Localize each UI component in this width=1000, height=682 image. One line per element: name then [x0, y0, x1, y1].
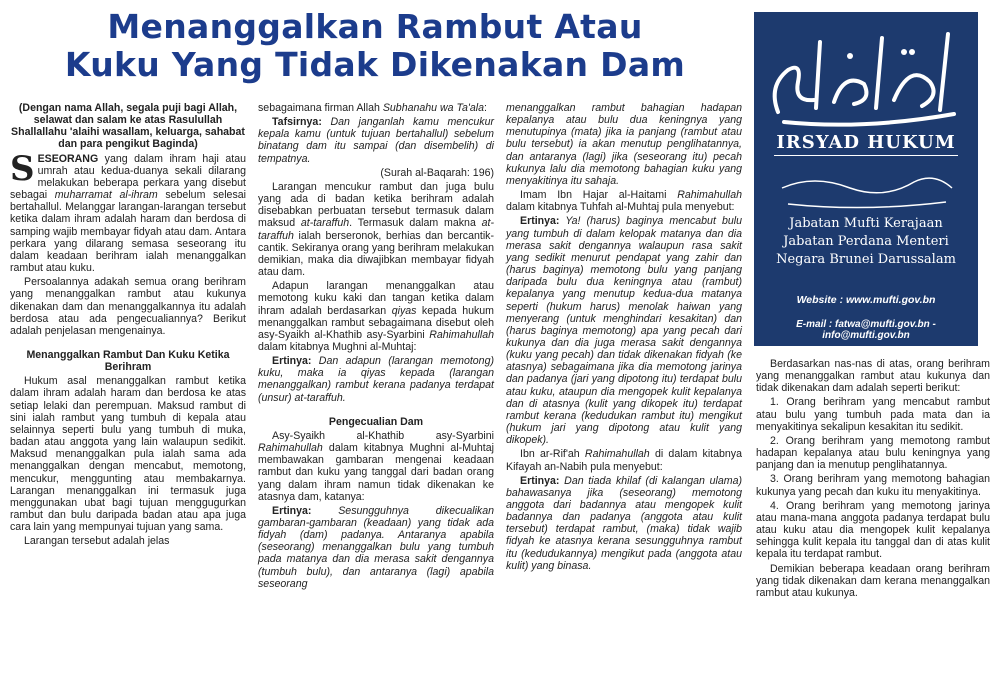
calligraphy-stroke: [775, 68, 814, 112]
ertinya-text: Dan adapun (larangan memotong) kuku, maka ia qiyas kepada (larangan menanggalkan) rambut kerana padanya terdapat (unsur) at-taraffuh.: [258, 355, 494, 404]
article-column-1: [10, 102, 246, 549]
banner-ministry: Jabatan Perdana Menteri: [783, 234, 949, 249]
ertinya-text: Ya! (harus) baginya mencabut bulu yang tumbuh di dalam kelopak matanya dan dia merasa sakit dengannya walaupun rasa sakit yang sedikit menurut pendapat yang zahir dan (harus baginya) memotong bulu yang panjang daripada bulu dua keningnya atau (rambut) kepalanya yang menutup kedua-dua matanya seperti (hukum harus) menolak haiwan yang menyerang (untuk menghindari kesakitan) dan (harus baginya memotong) apa yang pecah dari kukunya dan dia juga merasa sakit dengannya (kuku yang pecah) dan tidak dikenakan fidyah (ke atasnya) sebagaimana jika dia memotong jarinya dan padanya (jari yang dipotong itu) terdapat bulu atau kuku, ataupun dia mengopek kulit kepalanya dan di atasnya (kulit yang dikopek itu) terdapat rambut kerana (kedudukan rambut itu) mengikut (hukum jari yang dipotong atau kulit yang dikopek).: [506, 215, 742, 447]
text: sebagaimana firman Allah: [258, 102, 383, 114]
banner-country: Negara Brunei Darussalam: [776, 252, 956, 267]
paragraph: [506, 189, 742, 213]
list-item: 3. Orang berihram yang memotong bahagian kukunya yang pecah dan kuku itu menyakitinya.: [756, 473, 990, 498]
term: at-taraffuh: [300, 217, 350, 230]
tafsir-label: Tafsirnya:: [272, 116, 322, 129]
calligraphy-stroke: [834, 81, 866, 104]
quote-text: menanggalkan rambut bahagian hadapan kepalanya atau bulu dua keningnya yang menutupinya (mata) jika ia panjang (rambut atau bulu tersebut) ia akan menutup penglihatannya, dan antaranya (lagi) jika (seseorang itu) pecah kukunya lalu dia memotong bahagian kuku yang menyakitinya itu sahaja.: [506, 102, 742, 187]
ertinya-text: Sesungguhnya dikecualikan gambaran-gambaran (keadaan) yang tidak ada fidyah (dam) padanya. Antaranya apabila (seseorang) menanggalkan bulu yang tumbuh pada matanya dan dia merasa sakit dengannya (tumbuh bulu), dan antaranya (lagi) apabila seseorang: [258, 504, 494, 590]
preface: (Dengan nama Allah, segala puji bagi Allah, selawat dan salam ke atas Rasulullah Shallallahu 'alaihi wasallam, keluarga, sahabat dan para pengikut Baginda): [11, 102, 245, 151]
tafsir-quote: [258, 116, 494, 165]
article-column-4: [756, 358, 990, 601]
term: Subhanahu wa Ta'ala: [382, 102, 485, 114]
paragraph: [258, 102, 494, 114]
banner-department: Jabatan Mufti Kerajaan: [789, 216, 943, 231]
text: ialah berseronok, berhias dan bercantik-cantik. Sekiranya orang yang berihram melakukan demikian, maka dia diwajibkan membayar fidyah atau dam.: [258, 229, 494, 279]
term: qiyas: [391, 304, 417, 317]
tafsir-text: Dan janganlah kamu mencukur kepala kamu (untuk tujuan bertahallul) sebelum binatang dam itu sampai (dan disembelih) di tempatnya.: [258, 116, 494, 165]
text: dalam kitabnya Tuhfah al-Muhtaj pula menyebut:: [506, 201, 735, 214]
calligraphy-art: [775, 34, 954, 125]
article-column-3: [506, 102, 742, 574]
text: dalam kitabnya Mughni al-Muhtaj membawakan gambaran mengenai keadaan rambut dan kuku yang tanggal dari badan orang yang dalam ihram namun tidak dikenakan ke atasnya dam, katanya:: [258, 442, 494, 503]
term: at-taraffuh: [258, 217, 494, 242]
text: :: [484, 102, 487, 114]
paragraph: Persoalannya adakah semua orang berihram yang menanggalkan rambut atau kukunya dikenakan dam dan menanggalkannya itu adalah berdosa atau ada pengecualiannya? Berikut adalah penjelasan mengenainya.: [10, 276, 246, 337]
paragraph: [258, 181, 494, 278]
term-muharramat: muharramat al-ihram: [54, 189, 158, 202]
ertinya-label: Ertinya:: [272, 355, 312, 368]
calligraphy-dot: [901, 49, 907, 55]
ertinya-quote: [258, 355, 494, 404]
subtitle-stroke: [782, 178, 952, 193]
text: dalam kitabnya Mughni al-Muhtaj:: [258, 340, 417, 353]
surah-reference: (Surah al-Baqarah: 196): [380, 166, 494, 179]
list-item: 1. Orang berihram yang mencabut rambut atau bulu yang tumbuh pada mata dan ia menyakitinya sekalipun kesakitan itu sedikit.: [756, 396, 990, 433]
ertinya-quote: [506, 215, 742, 446]
calligraphy-stroke: [816, 42, 820, 108]
paragraph: Hukum asal menanggalkan rambut ketika dalam ihram adalah haram dan berdosa ke atas setiap lelaki dan perempuan. Maksud rambut di sini ialah rambut yang tumbuh di kepala atau selainnya seperti bulu yang tumbuh di muka, badan atau anggota yang lain walaupun sedikit. Maksud menanggalkan pula ialah sama ada menanggalkan dengan mencabut, memotong, mencukur, menggunting atau membakarnya. Larangan menanggalkan ini termasuk juga menggunakan ubat bagi tujuan menggugurkan rambut dan bulu daripada badan atau apa juga cara lain yang mempunyai tujuan yang sama.: [10, 375, 246, 534]
banner-divider: [774, 155, 958, 156]
text: Imam Ibn Hajar al-Haitami: [520, 189, 678, 202]
paragraph: Larangan tersebut adalah jelas: [24, 535, 170, 548]
opening-text: yang dalam ihram haji atau umrah atau kedua-duanya sekali dilarang melakukan beberapa perkara yang disebut sebagai: [10, 152, 246, 202]
ertinya-text: Dan tiada khilaf (di kalangan ulama) bahawasanya jika (seseorang) memotong anggota dari badannya atau mengopek kulit badannya dan padanya (anggota atau kulit tersebut) terdapat rambut, (maka) tidak wajib fidyah ke atasnya kerana sesungguhnya rambut itu (kedudukannya) mengikut pada (anggota atau kulit) yang binasa.: [506, 474, 742, 572]
article-title-line-2: Kuku Yang Tidak Dikenakan Dam: [64, 45, 686, 84]
paragraph: [258, 430, 494, 503]
calligraphy-stroke: [940, 34, 948, 110]
opening-paragraph: [10, 148, 246, 275]
text: Ibn ar-Rif'ah: [520, 448, 585, 461]
paragraph: [258, 280, 494, 353]
text: di dalam kitabnya Kifayah an-Nabih pula menyebut:: [506, 448, 742, 473]
paragraph: [506, 448, 742, 472]
article-title: [10, 8, 740, 84]
calligraphy-dot: [909, 49, 915, 55]
text: . Termasuk dalam makna: [349, 217, 482, 230]
text: kepada hukum menanggalkan rambut sebagaimana disebut oleh asy-Syaikh al-Khathib asy-Syarbini: [258, 304, 494, 341]
section-heading: Menanggalkan Rambut Dan Kuku Ketika Berihram: [26, 348, 230, 374]
calligraphy-stroke: [876, 38, 882, 108]
quote-continued: [506, 102, 742, 187]
text: Larangan mencukur rambut dan juga bulu yang ada di badan ketika berihram adalah disebabkan perbuatan tersebut termasuk dalam maksud: [258, 180, 494, 230]
subtitle-art: [782, 178, 952, 207]
article-column-2: [258, 102, 494, 592]
calligraphy-stroke: [894, 75, 934, 106]
term: Rahimahullah: [429, 328, 494, 341]
ertinya-quote: [258, 505, 494, 590]
list-item: 2. Orang berihram yang memotong rambut hadapan kepalanya atau bulu keningnya yang panjang dan ia menutup penglihatannya.: [756, 434, 990, 472]
list-item: 4. Orang berihram yang memotong jarinya atau mana-mana anggota padanya terdapat bulu atau kuku atau dia mengopek kulit kepalanya sehingga kulit kepala itu tanggal dan di atas kulit kepala itu terdapat rambut.: [756, 499, 990, 561]
term: Rahimahullah: [258, 442, 323, 455]
banner-title: IRSYAD HUKUM: [776, 132, 956, 153]
drop-cap: S: [10, 148, 35, 189]
banner-email: E-mail : fatwa@mufti.gov.bn - info@mufti.gov.bn: [796, 319, 936, 341]
paragraph: Berdasarkan nas-nas di atas, orang berihram yang menanggalkan rambut atau kukunya dan tidak dikenakan dam adalah seperti berikut:: [756, 358, 990, 395]
text: Asy-Syaikh al-Khathib asy-Syarbini: [272, 429, 494, 442]
lead-word: ESEORANG: [37, 152, 99, 165]
term: Rahimahullah: [677, 189, 742, 202]
text: Adapun larangan menanggalkan atau memotong kuku kaki dan tangan ketika dalam ihram adalah berdasarkan: [258, 280, 494, 317]
banner-website: Website : www.mufti.gov.bn: [796, 294, 936, 306]
subtitle-stroke: [788, 202, 946, 208]
ertinya-quote: [506, 475, 742, 572]
article-title-line-1: Menanggalkan Rambut Atau: [107, 7, 643, 46]
ertinya-label: Ertinya:: [520, 215, 560, 228]
ertinya-label: Ertinya:: [520, 474, 560, 487]
paragraph: Demikian beberapa keadaan orang berihram yang tidak dikenakan dam kerana menanggalkan rambut atau kukunya.: [756, 562, 990, 599]
term: Rahimahullah: [584, 448, 650, 461]
ertinya-label: Ertinya:: [272, 504, 312, 517]
opening-text-cont: sebelum selesai bertahallul. Melanggar larangan-larangan tersebut ketika dalam ihram adalah haram dan berdosa di samping wajib membayar fidyah atau dam. Antara perkara yang dilarang semasa seseorang itu dalam keadaan berihram ialah menanggalkan rambut atau kuku.: [10, 189, 246, 275]
irsyad-hukum-banner: [754, 12, 978, 346]
section-heading: Pengecualian Dam: [328, 415, 424, 428]
calligraphy-stroke: [784, 114, 954, 125]
calligraphy-dot: [847, 53, 853, 59]
